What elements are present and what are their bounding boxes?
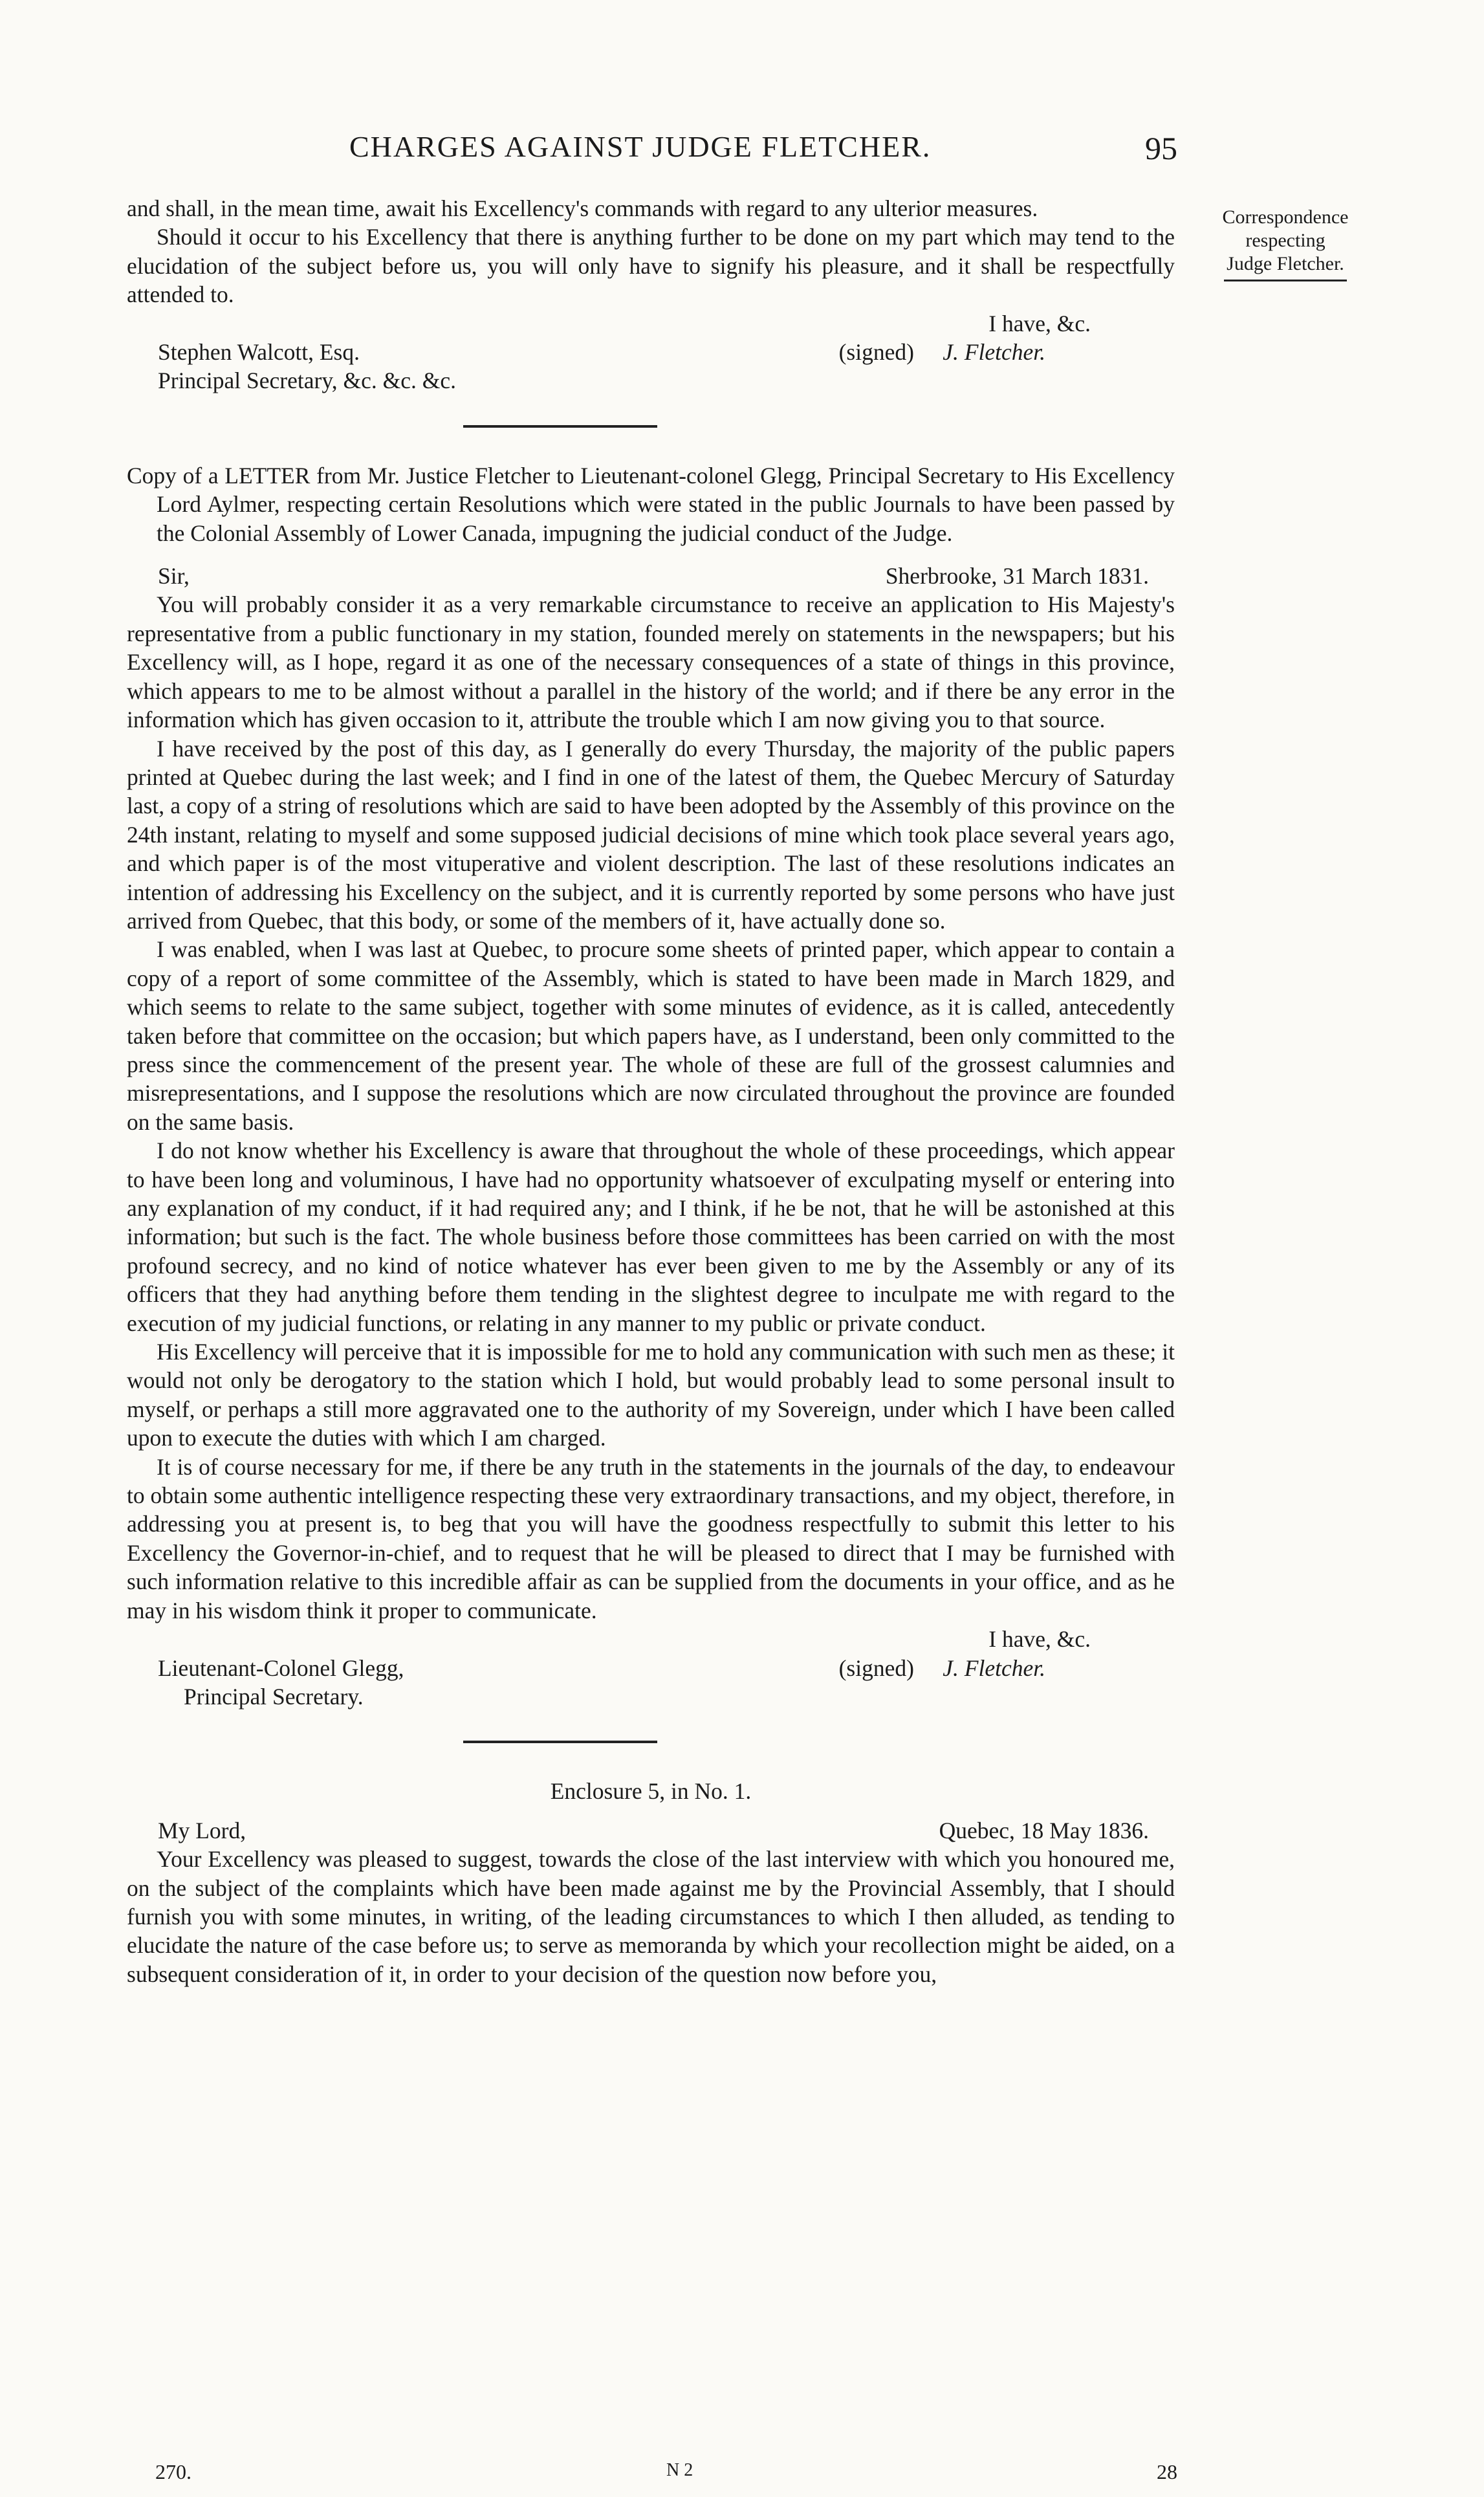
place-date: Sherbrooke, 31 March 1831. xyxy=(885,563,1149,589)
margin-note-rule xyxy=(1224,280,1347,281)
paragraph: I have received by the post of this day, as I generally do every Thursday, the majority of the public papers printed at Quebec during the last week; and I find in one of the latest of them, the Quebec Mercury of Saturday last, a copy of a string of resolutions which are said to have been adopted by the Assembly of this province on the 24th instant, relating to myself and some supposed judicial decisions of mine which took place several years ago, and which paper is of the most vituperative and violent description. The last of these resolutions indicates an intention of addressing his Excellency on the subject, and it is currently reported by some persons who have just arrived from Quebec, that this body, or some of the members of it, have actually done so. xyxy=(127,735,1175,934)
margin-note-line: Correspondence xyxy=(1222,206,1349,228)
paragraph: It is of course necessary for me, if there be any truth in the statements in the journals of the day, to endeavour to obtain some authentic intelligence respecting these very extraordinary transactions, and my object, therefore, in addressing you at present is, to beg that you will have the goodness respectfully to submit this letter to his Excellency the Governor-in-chief, and to request that he will be pleased to direct that I may be furnished with such information relative to this incredible affair as can be supplied from the documents in your office, and as he may in his wisdom think it proper to communicate. xyxy=(127,1453,1175,1623)
margin-note xyxy=(1198,206,1373,281)
paragraph: I do not know whether his Excellency is aware that throughout the whole of these proceedings, which appear to have been long and voluminous, I have had no opportunity whatsoever of exculpating myself or entering into any explanation of my conduct, if it had required any; and I think, if he be not, that he will be astonished at this information; but such is the fact. The whole business before those committees has been carried on with the most profound secrecy, and no kind of notice whatever has ever been given to me by the Assembly or any of its officers that they had anything before them tending in the slightest degree to inculpate me with regard to the execution of my judicial functions, or relating in any manner to my public or private conduct. xyxy=(127,1138,1175,1336)
closing: I have, &c. xyxy=(988,1626,1091,1653)
dateline xyxy=(127,1816,1175,1845)
signature: J. Fletcher. xyxy=(943,339,1045,366)
signature-line xyxy=(127,338,1175,366)
signature-block xyxy=(839,1654,1175,1682)
document-number: 270. xyxy=(155,2460,191,2483)
paragraph: His Excellency will perceive that it is impossible for me to hold any communication with such men as these; it would not only be derogatory to the station which I hold, but would probably lead to some personal insult to myself, or perhaps a still more aggravated one to the authority of my Sovereign, under which I have been called upon to execute the duties with which I am charged. xyxy=(127,1339,1175,1451)
section-rule xyxy=(463,1741,657,1743)
paragraph: You will probably consider it as a very remarkable circumstance to receive an application to His Majesty's representative from a public functionary in my station, founded merely on statements in the newspapers; but his Excellency will, as I hope, regard it as one of the necessary consequences of a state of things in this province, which appears to me to be almost without a parallel in the history of the world; and if there be any error in the information which has given occasion to it, attribute the trouble which I am now giving you to that source. xyxy=(127,591,1175,733)
margin-note-line: respecting xyxy=(1245,230,1326,251)
place-date: Quebec, 18 May 1836. xyxy=(939,1817,1149,1843)
enclosure xyxy=(127,1777,1175,1988)
margin-note-line: Judge Fletcher. xyxy=(1227,253,1344,274)
signed-label: (signed) xyxy=(838,1655,914,1681)
addressee: Stephen Walcott, Esq. xyxy=(158,339,360,366)
enclosure-heading: Enclosure 5, in No. 1. xyxy=(550,1778,752,1805)
addressee-title: Principal Secretary. xyxy=(184,1683,364,1710)
signed-label: (signed) xyxy=(838,339,914,366)
letter-title: Copy of a LETTER from Mr. Justice Fletcher to Lieutenant-colonel Glegg, Principal Secretary to His Excellency Lord Aylmer, respecting certain Resolutions which were stated in the public Journals to have been passed by the Colonial Assembly of Lower Canada, impugning the judicial conduct of the Judge. xyxy=(127,462,1175,546)
sheet-number: 28 xyxy=(1157,2460,1177,2483)
continuation-paragraph: and shall, in the mean time, await his Excellency's commands with regard to any ulterior measures. xyxy=(127,195,1038,221)
letter-two xyxy=(127,461,1175,1711)
page-number: 95 xyxy=(1145,130,1177,166)
letter-one-ending xyxy=(127,194,1175,395)
paragraph: Your Excellency was pleased to suggest, towards the close of the last interview with which you honoured me, on the subject of the complaints which have been made against me by the Provincial Assembly, that I should furnish you with some minutes, in writing, of the leading circumstances to which I then alluded, as tending to elucidate the nature of the case before us; to serve as memoranda by which your recollection might be aided, on a subsequent consideration of it, in order to your decision of the question now before you, xyxy=(127,1846,1175,1987)
addressee-title: Principal Secretary, &c. &c. &c. xyxy=(158,368,456,394)
addressee: Lieutenant-Colonel Glegg, xyxy=(158,1655,404,1681)
signature-block xyxy=(839,338,1175,366)
running-title: CHARGES AGAINST JUDGE FLETCHER. xyxy=(349,130,932,163)
signature-mark: N 2 xyxy=(666,2460,693,2480)
section-rule xyxy=(463,425,657,428)
salutation: My Lord, xyxy=(158,1817,246,1843)
main-text xyxy=(127,194,1175,1988)
salutation: Sir, xyxy=(158,563,190,589)
closing: I have, &c. xyxy=(988,310,1091,336)
paragraph: Should it occur to his Excellency that there is anything further to be done on my part which may tend to the elucidation of the subject before us, you will only have to signify his pleasure, and it shall be respectfully attended to. xyxy=(127,224,1175,308)
dateline xyxy=(127,562,1175,590)
signature: J. Fletcher. xyxy=(943,1655,1045,1681)
signature-line xyxy=(127,1654,1175,1682)
paragraph: I was enabled, when I was last at Quebec, to procure some sheets of printed paper, which appear to contain a copy of a report of some committee of the Assembly, which is stated to have been made in March 1829, and which seems to relate to the same subject, together with some minutes of evidence, as it is called, antecedently taken before that committee on the occasion; but which papers have, as I understand, been only committed to the press since the commencement of the present year. The whole of these are full of the grossest calumnies and misrepresentations, and I suppose the resolutions which are now circulated throughout the province are founded on the same basis. xyxy=(127,936,1175,1135)
page-header xyxy=(323,129,1294,175)
